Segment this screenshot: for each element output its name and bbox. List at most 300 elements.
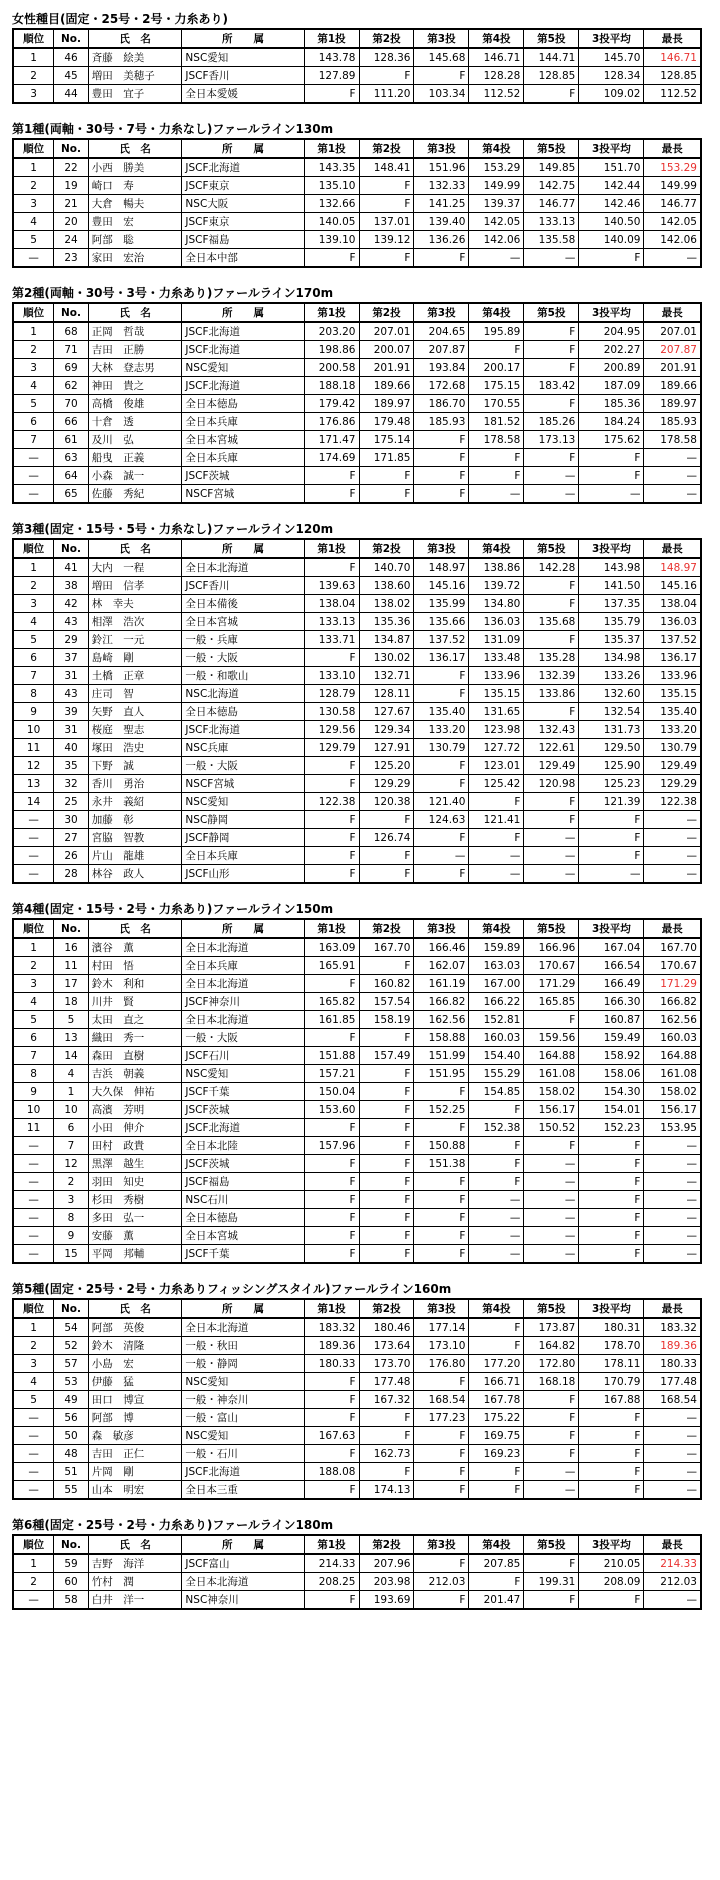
table-row — [13, 158, 701, 177]
cell-affiliation: JSCF茨城 — [182, 467, 304, 485]
cell-best: — — [644, 1481, 701, 1500]
cell-throw-2: F — [359, 1463, 414, 1481]
cell-throw-2: 129.34 — [359, 721, 414, 739]
cell-affiliation: JSCF東京 — [182, 177, 304, 195]
cell-throw-2: 125.20 — [359, 757, 414, 775]
cell-average-3: 178.70 — [579, 1337, 644, 1355]
cell-entry-no: 45 — [54, 67, 89, 85]
cell-throw-3: 151.96 — [414, 158, 469, 177]
cell-throw-4: 121.41 — [469, 811, 524, 829]
cell-throw-4: 170.55 — [469, 395, 524, 413]
cell-name: 伊藤 猛 — [88, 1373, 182, 1391]
table-row — [13, 1191, 701, 1209]
cell-throw-3: F — [414, 449, 469, 467]
cell-throw-1: 139.10 — [304, 231, 359, 249]
cell-throw-4: F — [469, 1573, 524, 1591]
cell-throw-4: — — [469, 249, 524, 268]
cell-entry-no: 66 — [54, 413, 89, 431]
cell-throw-1: 129.56 — [304, 721, 359, 739]
cell-throw-4: 178.58 — [469, 431, 524, 449]
table-row — [13, 1119, 701, 1137]
cell-best: 180.33 — [644, 1355, 701, 1373]
cell-throw-5: F — [524, 322, 579, 341]
cell-name: 小森 誠一 — [88, 467, 182, 485]
column-header-throw-1: 第1投 — [304, 139, 359, 158]
cell-throw-2: F — [359, 1245, 414, 1264]
cell-rank: 4 — [13, 1373, 54, 1391]
cell-name: 吉田 正仁 — [88, 1445, 182, 1463]
header-row — [13, 139, 701, 158]
cell-rank: 3 — [13, 975, 54, 993]
cell-throw-4: 149.99 — [469, 177, 524, 195]
cell-throw-5: F — [524, 1554, 579, 1573]
cell-best: 167.70 — [644, 938, 701, 957]
cell-best: 130.79 — [644, 739, 701, 757]
cell-best: — — [644, 485, 701, 504]
column-header-rank: 順位 — [13, 919, 54, 938]
table-row — [13, 975, 701, 993]
cell-throw-1: 132.66 — [304, 195, 359, 213]
cell-affiliation: 全日本宮城 — [182, 1227, 304, 1245]
cell-best: 133.96 — [644, 667, 701, 685]
cell-throw-3: 151.38 — [414, 1155, 469, 1173]
cell-throw-5: — — [524, 1245, 579, 1264]
column-header-throw-5: 第5投 — [524, 139, 579, 158]
table-row — [13, 213, 701, 231]
cell-best: — — [644, 811, 701, 829]
table-row — [13, 1573, 701, 1591]
cell-throw-3: F — [414, 1083, 469, 1101]
table-row — [13, 1481, 701, 1500]
cell-throw-4: — — [469, 485, 524, 504]
cell-rank: 5 — [13, 231, 54, 249]
table-row — [13, 449, 701, 467]
cell-affiliation: JSCF香川 — [182, 577, 304, 595]
cell-best: 156.17 — [644, 1101, 701, 1119]
cell-throw-5: 142.28 — [524, 558, 579, 577]
cell-affiliation: 全日本北海道 — [182, 1011, 304, 1029]
cell-throw-2: F — [359, 957, 414, 975]
event-title: 第1種(両軸・30号・7号・力糸なし)ファールライン130m — [12, 122, 334, 136]
cell-throw-5: F — [524, 449, 579, 467]
cell-affiliation: JSCF神奈川 — [182, 993, 304, 1011]
cell-throw-2: F — [359, 1173, 414, 1191]
column-header-throw-4: 第4投 — [469, 539, 524, 558]
cell-throw-2: 173.64 — [359, 1337, 414, 1355]
cell-throw-5: 166.96 — [524, 938, 579, 957]
cell-entry-no: 5 — [54, 1011, 89, 1029]
cell-throw-5: 172.80 — [524, 1355, 579, 1373]
cell-best: 136.03 — [644, 613, 701, 631]
cell-throw-3: 166.82 — [414, 993, 469, 1011]
cell-throw-1: F — [304, 1029, 359, 1047]
cell-best: — — [644, 847, 701, 865]
cell-throw-4: 167.00 — [469, 975, 524, 993]
cell-entry-no: 3 — [54, 1191, 89, 1209]
cell-best: — — [644, 1209, 701, 1227]
cell-throw-2: F — [359, 1155, 414, 1173]
cell-affiliation: NSC愛知 — [182, 359, 304, 377]
cell-throw-3: 193.84 — [414, 359, 469, 377]
cell-throw-3: 162.56 — [414, 1011, 469, 1029]
cell-throw-2: F — [359, 1209, 414, 1227]
cell-throw-5: 132.39 — [524, 667, 579, 685]
cell-entry-no: 52 — [54, 1337, 89, 1355]
cell-rank: 6 — [13, 1029, 54, 1047]
cell-name: 高濱 芳明 — [88, 1101, 182, 1119]
cell-rank: — — [13, 1191, 54, 1209]
cell-average-3: 128.34 — [579, 67, 644, 85]
column-header-best: 最長 — [644, 919, 701, 938]
cell-rank: — — [13, 485, 54, 504]
cell-best: 171.29 — [644, 975, 701, 993]
cell-throw-2: F — [359, 1083, 414, 1101]
cell-affiliation: 全日本北海道 — [182, 1573, 304, 1591]
cell-rank: — — [13, 1137, 54, 1155]
cell-best: 112.52 — [644, 85, 701, 104]
cell-entry-no: 13 — [54, 1029, 89, 1047]
cell-throw-1: F — [304, 467, 359, 485]
cell-throw-3: F — [414, 1427, 469, 1445]
cell-entry-no: 40 — [54, 739, 89, 757]
cell-throw-5: 168.18 — [524, 1373, 579, 1391]
cell-best: 178.58 — [644, 431, 701, 449]
cell-throw-5: 132.43 — [524, 721, 579, 739]
cell-rank: 3 — [13, 85, 54, 104]
cell-throw-2: 129.29 — [359, 775, 414, 793]
cell-throw-4: 153.29 — [469, 158, 524, 177]
cell-throw-1: 127.89 — [304, 67, 359, 85]
cell-throw-4: 181.52 — [469, 413, 524, 431]
cell-throw-1: 130.58 — [304, 703, 359, 721]
cell-best: — — [644, 1173, 701, 1191]
cell-best: 142.05 — [644, 213, 701, 231]
cell-rank: — — [13, 1409, 54, 1427]
results-table — [12, 28, 702, 104]
table-row — [13, 48, 701, 67]
cell-rank: — — [13, 1227, 54, 1245]
cell-entry-no: 2 — [54, 1173, 89, 1191]
cell-throw-3: 207.87 — [414, 341, 469, 359]
cell-name: 田村 政貴 — [88, 1137, 182, 1155]
header-row — [13, 303, 701, 322]
cell-entry-no: 11 — [54, 957, 89, 975]
cell-rank: 5 — [13, 1011, 54, 1029]
column-header-affiliation: 所 属 — [182, 1535, 304, 1554]
cell-throw-4: 200.17 — [469, 359, 524, 377]
cell-throw-5: 150.52 — [524, 1119, 579, 1137]
cell-name: 山本 明宏 — [88, 1481, 182, 1500]
cell-throw-2: F — [359, 1065, 414, 1083]
table-row — [13, 1409, 701, 1427]
column-header-name: 氏 名 — [88, 919, 182, 938]
cell-throw-5: F — [524, 811, 579, 829]
cell-throw-5: 171.29 — [524, 975, 579, 993]
cell-average-3: 166.49 — [579, 975, 644, 993]
cell-throw-5: F — [524, 1011, 579, 1029]
cell-rank: 1 — [13, 1318, 54, 1337]
cell-throw-4: 167.78 — [469, 1391, 524, 1409]
cell-affiliation: 一般・大阪 — [182, 649, 304, 667]
cell-rank: 1 — [13, 938, 54, 957]
cell-best: 201.91 — [644, 359, 701, 377]
table-row — [13, 413, 701, 431]
cell-name: 安藤 薫 — [88, 1227, 182, 1245]
cell-throw-2: 148.41 — [359, 158, 414, 177]
cell-throw-5: — — [524, 1481, 579, 1500]
cell-rank: 11 — [13, 1119, 54, 1137]
cell-average-3: F — [579, 1191, 644, 1209]
cell-throw-4: 139.37 — [469, 195, 524, 213]
cell-throw-4: 127.72 — [469, 739, 524, 757]
cell-throw-2: 135.36 — [359, 613, 414, 631]
cell-affiliation: 全日本備後 — [182, 595, 304, 613]
table-row — [13, 1155, 701, 1173]
table-row — [13, 1337, 701, 1355]
cell-name: 太田 直之 — [88, 1011, 182, 1029]
cell-rank: — — [13, 467, 54, 485]
cell-throw-1: 176.86 — [304, 413, 359, 431]
cell-throw-5: — — [524, 485, 579, 504]
cell-average-3: 204.95 — [579, 322, 644, 341]
cell-throw-4: F — [469, 1337, 524, 1355]
cell-affiliation: JSCF北海道 — [182, 721, 304, 739]
cell-throw-3: 145.16 — [414, 577, 469, 595]
cell-rank: — — [13, 1591, 54, 1610]
cell-throw-4: — — [469, 865, 524, 884]
cell-name: 家田 宏治 — [88, 249, 182, 268]
cell-throw-4: 135.15 — [469, 685, 524, 703]
table-row — [13, 67, 701, 85]
cell-entry-no: 42 — [54, 595, 89, 613]
cell-throw-1: F — [304, 1591, 359, 1610]
cell-throw-2: F — [359, 1191, 414, 1209]
cell-throw-2: 138.60 — [359, 577, 414, 595]
cell-throw-1: F — [304, 1373, 359, 1391]
cell-best: 138.04 — [644, 595, 701, 613]
cell-average-3: 178.11 — [579, 1355, 644, 1373]
cell-best: 135.40 — [644, 703, 701, 721]
cell-affiliation: JSCF北海道 — [182, 322, 304, 341]
header-row — [13, 1299, 701, 1318]
cell-throw-4: F — [469, 1463, 524, 1481]
cell-throw-5: 122.61 — [524, 739, 579, 757]
cell-throw-3: 141.25 — [414, 195, 469, 213]
cell-best: — — [644, 1591, 701, 1610]
cell-affiliation: 一般・神奈川 — [182, 1391, 304, 1409]
cell-throw-1: 157.96 — [304, 1137, 359, 1155]
cell-average-3: 208.09 — [579, 1573, 644, 1591]
cell-entry-no: 29 — [54, 631, 89, 649]
cell-rank: 1 — [13, 158, 54, 177]
cell-throw-2: 193.69 — [359, 1591, 414, 1610]
cell-throw-5: — — [524, 829, 579, 847]
table-row — [13, 957, 701, 975]
cell-throw-4: 154.40 — [469, 1047, 524, 1065]
table-row — [13, 359, 701, 377]
cell-entry-no: 6 — [54, 1119, 89, 1137]
cell-throw-5: F — [524, 1427, 579, 1445]
table-row — [13, 1591, 701, 1610]
cell-throw-2: 201.91 — [359, 359, 414, 377]
cell-throw-3: F — [414, 775, 469, 793]
cell-name: 吉田 正勝 — [88, 341, 182, 359]
cell-throw-3: F — [414, 67, 469, 85]
cell-entry-no: 55 — [54, 1481, 89, 1500]
column-header-affiliation: 所 属 — [182, 29, 304, 48]
cell-affiliation: NSC大阪 — [182, 195, 304, 213]
column-header-affiliation: 所 属 — [182, 1299, 304, 1318]
cell-throw-5: 173.13 — [524, 431, 579, 449]
cell-name: 鈴木 利和 — [88, 975, 182, 993]
cell-throw-1: 133.13 — [304, 613, 359, 631]
cell-throw-2: F — [359, 1227, 414, 1245]
table-row — [13, 595, 701, 613]
event-section — [12, 284, 708, 504]
table-row — [13, 195, 701, 213]
cell-rank: 2 — [13, 67, 54, 85]
cell-affiliation: 全日本北海道 — [182, 938, 304, 957]
cell-entry-no: 50 — [54, 1427, 89, 1445]
cell-throw-1: F — [304, 1155, 359, 1173]
cell-entry-no: 56 — [54, 1409, 89, 1427]
cell-affiliation: NSC神奈川 — [182, 1591, 304, 1610]
column-header-rank: 順位 — [13, 29, 54, 48]
cell-throw-3: 148.97 — [414, 558, 469, 577]
cell-rank: 1 — [13, 322, 54, 341]
cell-throw-3: 168.54 — [414, 1391, 469, 1409]
cell-throw-4: F — [469, 1137, 524, 1155]
cell-entry-no: 64 — [54, 467, 89, 485]
cell-affiliation: JSCF富山 — [182, 1554, 304, 1573]
column-header-affiliation: 所 属 — [182, 139, 304, 158]
cell-throw-4: 133.48 — [469, 649, 524, 667]
cell-affiliation: 一般・兵庫 — [182, 631, 304, 649]
column-header-throw-3: 第3投 — [414, 29, 469, 48]
cell-entry-no: 62 — [54, 377, 89, 395]
cell-throw-2: 171.85 — [359, 449, 414, 467]
cell-throw-5: F — [524, 1137, 579, 1155]
cell-best: 149.99 — [644, 177, 701, 195]
cell-throw-5: F — [524, 577, 579, 595]
cell-throw-5: F — [524, 395, 579, 413]
cell-throw-2: 167.70 — [359, 938, 414, 957]
cell-throw-3: 151.95 — [414, 1065, 469, 1083]
results-table — [12, 918, 702, 1264]
cell-throw-1: 140.05 — [304, 213, 359, 231]
cell-throw-3: 161.19 — [414, 975, 469, 993]
cell-throw-3: F — [414, 1463, 469, 1481]
cell-throw-3: 152.25 — [414, 1101, 469, 1119]
cell-throw-3: F — [414, 1554, 469, 1573]
table-row — [13, 1245, 701, 1264]
cell-affiliation: 一般・大阪 — [182, 757, 304, 775]
cell-throw-1: F — [304, 1227, 359, 1245]
cell-throw-5: — — [524, 1191, 579, 1209]
cell-average-3: 137.35 — [579, 595, 644, 613]
cell-rank: — — [13, 1463, 54, 1481]
cell-affiliation: 一般・富山 — [182, 1409, 304, 1427]
cell-affiliation: JSCF北海道 — [182, 341, 304, 359]
cell-throw-3: F — [414, 1445, 469, 1463]
cell-throw-4: 139.72 — [469, 577, 524, 595]
results-table — [12, 138, 702, 268]
cell-rank: 10 — [13, 1101, 54, 1119]
cell-throw-3: 136.17 — [414, 649, 469, 667]
cell-throw-4: 128.28 — [469, 67, 524, 85]
cell-average-3: 159.49 — [579, 1029, 644, 1047]
table-row — [13, 613, 701, 631]
table-row — [13, 1445, 701, 1463]
cell-affiliation: JSCF福島 — [182, 1173, 304, 1191]
cell-average-3: 160.87 — [579, 1011, 644, 1029]
cell-entry-no: 26 — [54, 847, 89, 865]
cell-name: 片岡 剛 — [88, 1463, 182, 1481]
cell-throw-2: 189.66 — [359, 377, 414, 395]
cell-throw-2: 157.49 — [359, 1047, 414, 1065]
cell-affiliation: NSC愛知 — [182, 1427, 304, 1445]
event-title: 第5種(固定・25号・2号・力糸ありフィッシングスタイル)ファールライン160m — [12, 1282, 452, 1296]
cell-affiliation: JSCF北海道 — [182, 158, 304, 177]
column-header-best: 最長 — [644, 1299, 701, 1318]
cell-name: 大内 一程 — [88, 558, 182, 577]
cell-entry-no: 17 — [54, 975, 89, 993]
cell-throw-2: 128.11 — [359, 685, 414, 703]
cell-throw-5: 170.67 — [524, 957, 579, 975]
cell-rank: — — [13, 1445, 54, 1463]
cell-throw-1: 135.10 — [304, 177, 359, 195]
cell-affiliation: JSCF千葉 — [182, 1245, 304, 1264]
table-row — [13, 1029, 701, 1047]
cell-rank: 5 — [13, 395, 54, 413]
cell-throw-4: 123.98 — [469, 721, 524, 739]
cell-throw-1: F — [304, 1191, 359, 1209]
column-header-average-3: 3投平均 — [579, 1299, 644, 1318]
cell-affiliation: NSCF宮城 — [182, 775, 304, 793]
header-row — [13, 29, 701, 48]
cell-rank: 7 — [13, 431, 54, 449]
cell-best: 177.48 — [644, 1373, 701, 1391]
cell-average-3: 187.09 — [579, 377, 644, 395]
table-row — [13, 793, 701, 811]
cell-name: 船曳 正義 — [88, 449, 182, 467]
cell-throw-4: 146.71 — [469, 48, 524, 67]
cell-best: 162.56 — [644, 1011, 701, 1029]
cell-average-3: 166.54 — [579, 957, 644, 975]
cell-affiliation: JSCF石川 — [182, 1047, 304, 1065]
cell-average-3: 167.04 — [579, 938, 644, 957]
table-row — [13, 1011, 701, 1029]
cell-throw-3: — — [414, 847, 469, 865]
cell-entry-no: 65 — [54, 485, 89, 504]
cell-throw-1: 214.33 — [304, 1554, 359, 1573]
cell-average-3: F — [579, 829, 644, 847]
cell-throw-3: 145.68 — [414, 48, 469, 67]
column-header-name: 氏 名 — [88, 1299, 182, 1318]
cell-throw-2: F — [359, 1409, 414, 1427]
cell-throw-2: 180.46 — [359, 1318, 414, 1337]
column-header-throw-3: 第3投 — [414, 1535, 469, 1554]
cell-throw-3: 103.34 — [414, 85, 469, 104]
cell-throw-2: 173.70 — [359, 1355, 414, 1373]
cell-name: 永井 義紹 — [88, 793, 182, 811]
cell-name: 十倉 透 — [88, 413, 182, 431]
cell-best: — — [644, 1137, 701, 1155]
cell-entry-no: 58 — [54, 1591, 89, 1610]
cell-rank: 3 — [13, 1355, 54, 1373]
cell-average-3: F — [579, 1245, 644, 1264]
table-row — [13, 775, 701, 793]
